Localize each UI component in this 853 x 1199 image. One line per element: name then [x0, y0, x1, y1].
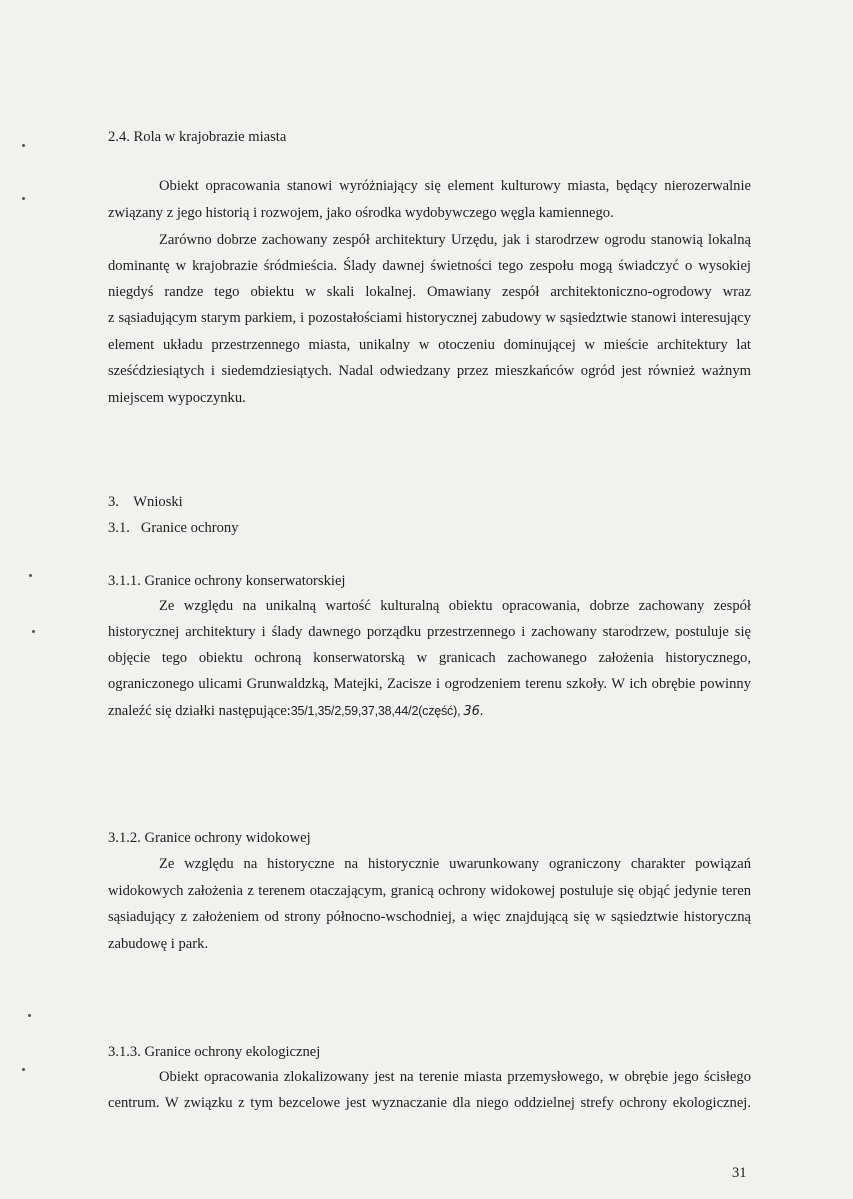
- section-heading-2-4: 2.4. Rola w krajobrazie miasta: [108, 129, 287, 145]
- scan-mark: [28, 1014, 31, 1017]
- text-line: centrum. W związku z tym bezcelowe jest wyznaczanie dla niego oddzielnej strefy ochrony ekologicznej.: [108, 1095, 751, 1111]
- section-heading-3-1-1: 3.1.1. Granice ochrony konserwatorskiej: [108, 573, 346, 589]
- scan-mark: [22, 197, 25, 200]
- text-line: Zarówno dobrze zachowany zespół architektury Urzędu, jak i starodrzew ogrodu stanowią lokalną: [159, 232, 751, 248]
- text-line: widokowych założenia z terenem otaczającym, granicą ochrony widokowej postuluje się objąć jedynie teren: [108, 883, 751, 899]
- text-line: Obiekt opracowania stanowi wyróżniający się element kulturowy miasta, będący nierozerwalnie: [159, 178, 751, 194]
- text-line: niegdyś randze tego obiektu w skali lokalnej. Omawiany zespół architektoniczno-ogrodowy wraz: [108, 284, 751, 300]
- text-line: sześćdziesiątych i siedemdziesiątych. Nadal odwiedzany przez mieszkańców ogród jest również ważnym: [108, 363, 751, 379]
- parcel-list: 35/1,35/2,59,37,38,44/2(część),: [290, 704, 461, 718]
- section-heading-3-1-3: 3.1.3. Granice ochrony ekologicznej: [108, 1044, 321, 1060]
- text-line: ograniczonego ulicami Grunwaldzką, Matejki, Zacisze i ogrodzeniem terenu szkoły. W ich obrębie powinny: [108, 676, 751, 692]
- text-line: sąsiadujący z założeniem od strony północno-wschodniej, a więc znajdującą się w sąsiedztwie historyczną: [108, 909, 751, 925]
- text-line: związany z jego historią i rozwojem, jako ośrodka wydobywczego węgla kamiennego.: [108, 205, 614, 221]
- text-line: z sąsiadującym starym parkiem, i pozostałościami historycznej zabudowy w sąsiedztwie stanowi interesujący: [108, 310, 751, 326]
- section-heading-3-1-2: 3.1.2. Granice ochrony widokowej: [108, 830, 311, 846]
- section-heading-3: 3. Wnioski: [108, 494, 183, 510]
- text-line: objęcie tego obiektu ochroną konserwatorską w granicach zachowanego założenia historycznego,: [108, 650, 751, 666]
- text-line: miejscem wypoczynku.: [108, 390, 246, 406]
- parcel-lead-text: znaleźć się działki następujące:: [108, 703, 291, 719]
- text-line: zabudowę i park.: [108, 936, 209, 952]
- scan-mark: [29, 574, 32, 577]
- scan-mark: [32, 630, 35, 633]
- text-line: Obiekt opracowania zlokalizowany jest na terenie miasta przemysłowego, w obrębie jego ścisłego: [159, 1069, 751, 1085]
- text-line: Ze względu na unikalną wartość kulturalną obiektu opracowania, dobrze zachowany zespół: [159, 598, 751, 614]
- text-line: Ze względu na historyczne na historycznie uwarunkowany ograniczony charakter powiązań: [159, 856, 751, 872]
- text-line: element układu przestrzennego miasta, unikalny w otoczeniu dominującej w mieście architektury lat: [108, 337, 751, 353]
- scan-mark: [22, 144, 25, 147]
- text-line: historycznej architektury i ślady dawnego porządku przestrzennego i zachowany starodrzew, postuluje się: [108, 624, 751, 640]
- scan-mark: [22, 1068, 25, 1071]
- section-heading-3-1: 3.1. Granice ochrony: [108, 520, 239, 536]
- handwritten-parcel: 36.: [463, 704, 485, 719]
- text-line: dominantę w krajobrazie śródmieścia. Ślady dawnej świetności tego zespołu mogą świadczyć o wysokiej: [108, 258, 751, 274]
- page-number: 31: [732, 1165, 747, 1181]
- text-line: [108, 702, 484, 721]
